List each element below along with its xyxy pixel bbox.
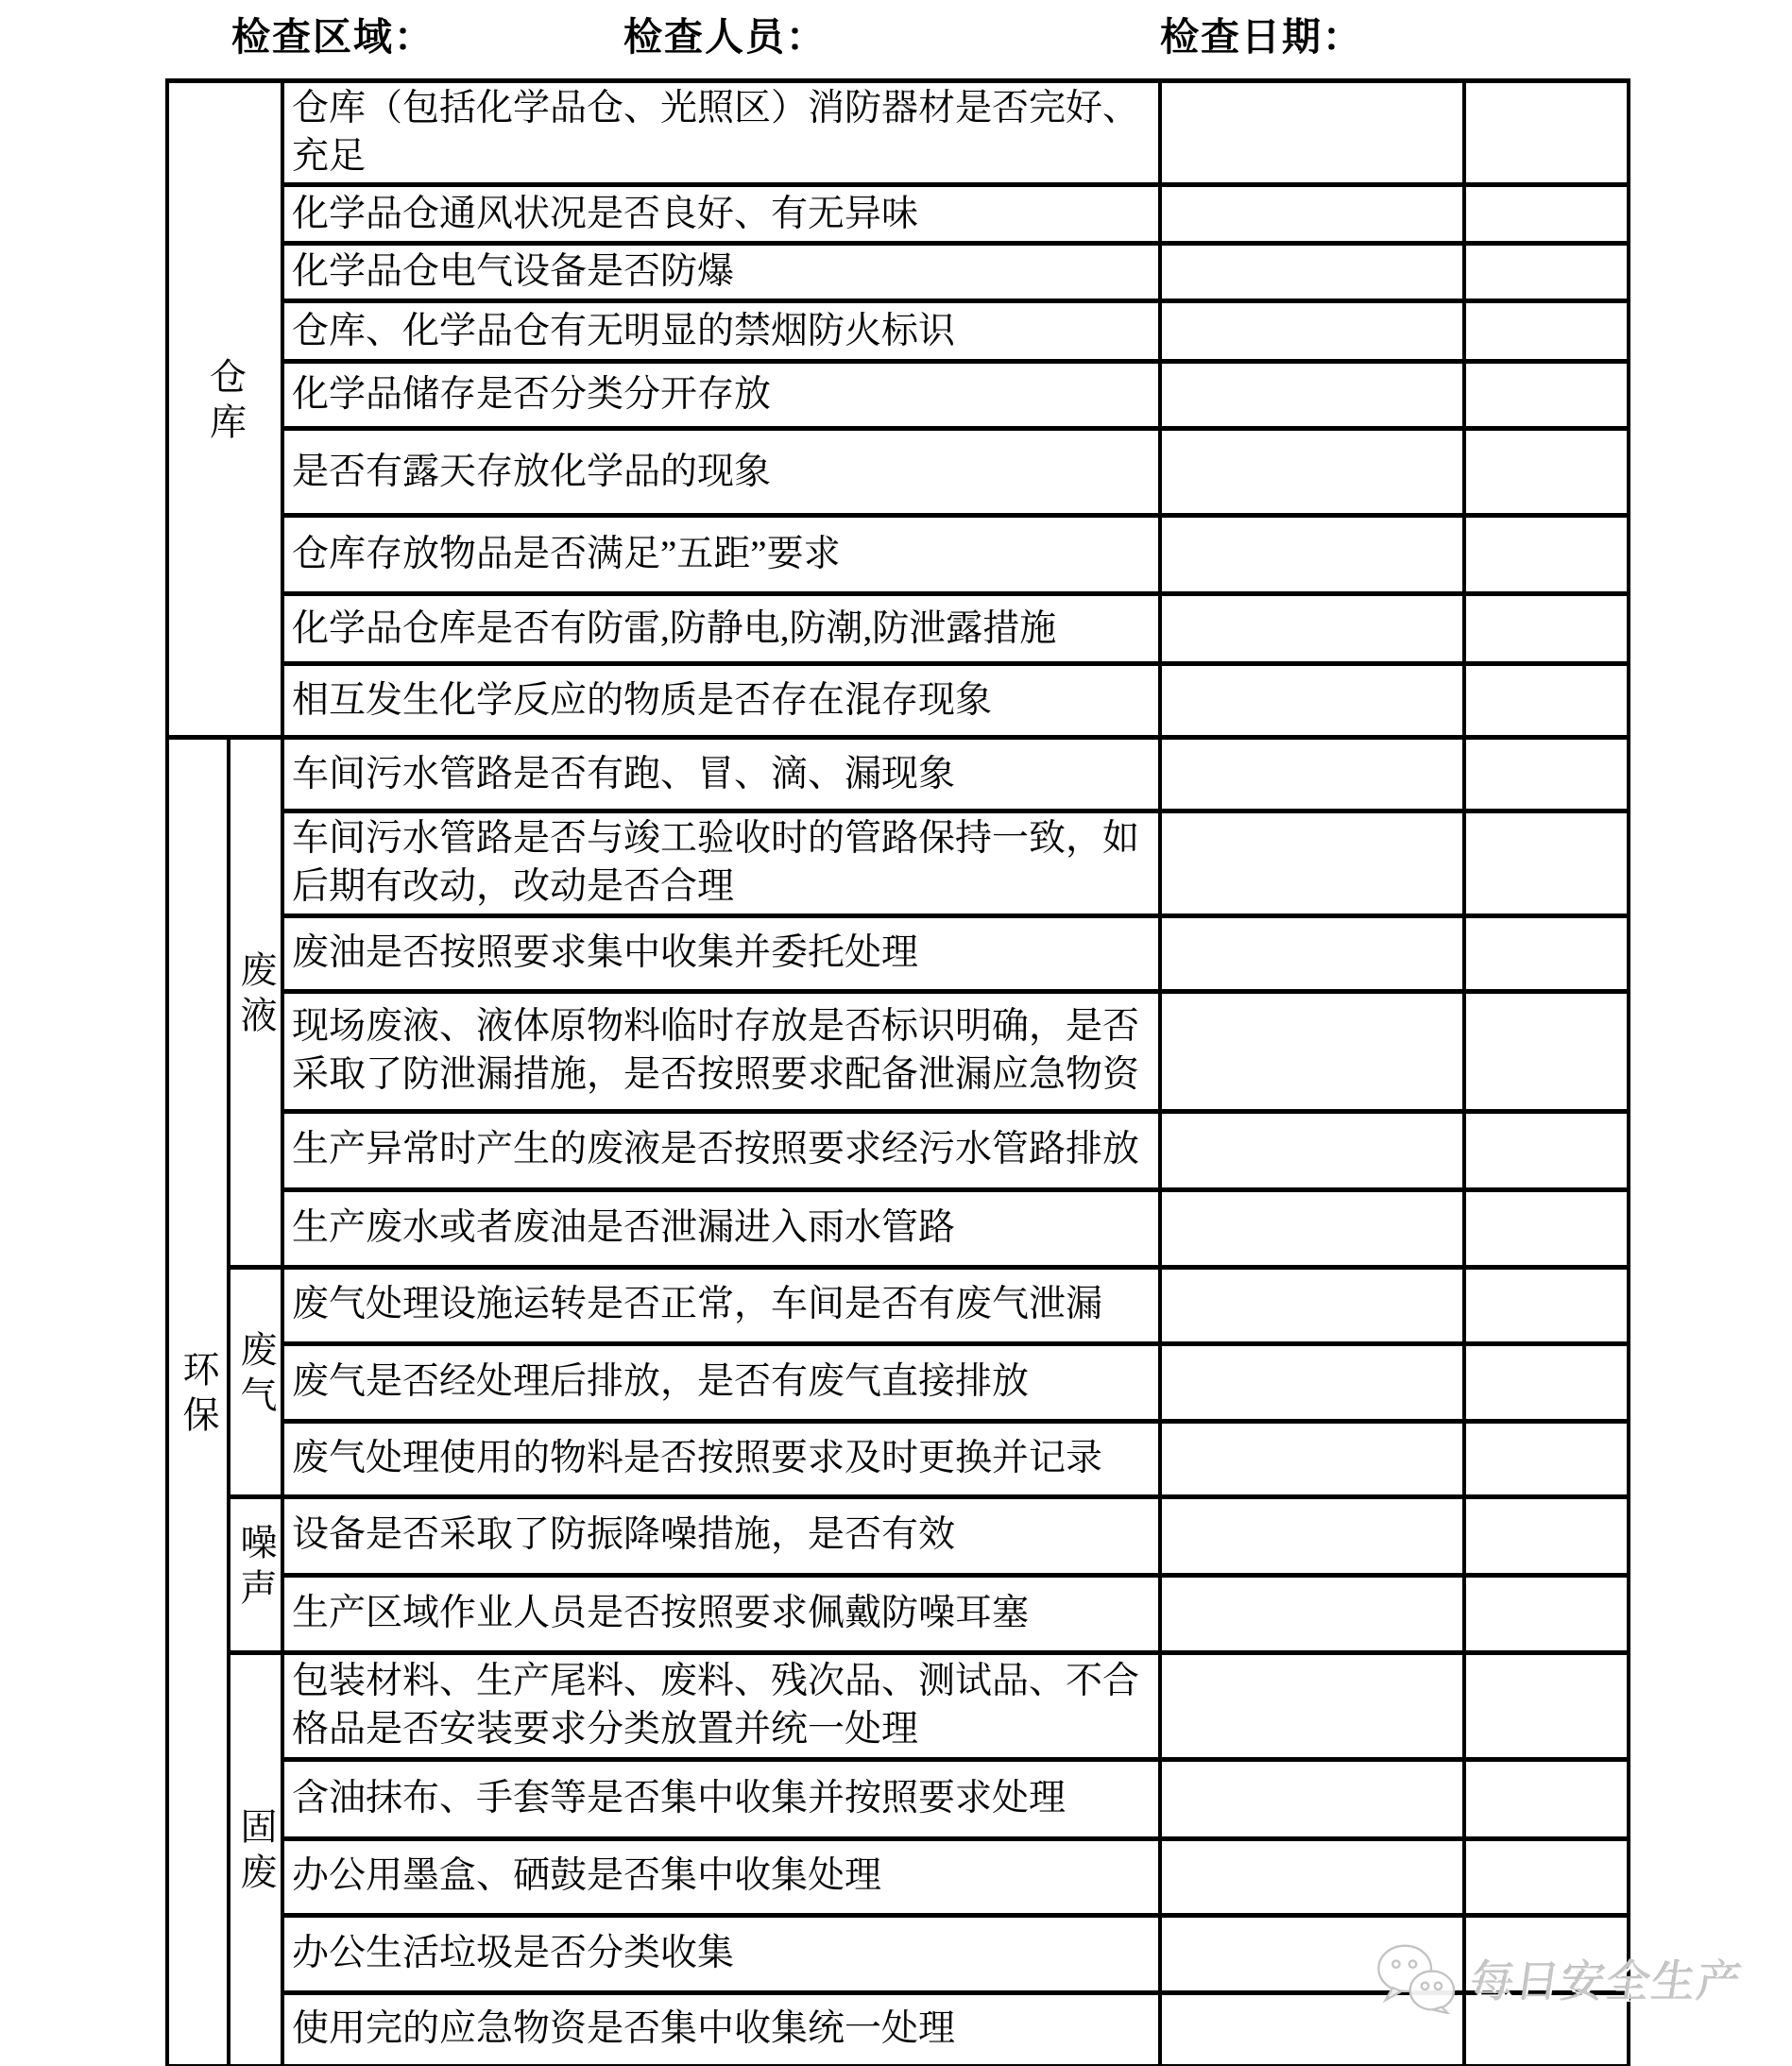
remarks-cell[interactable] (1464, 1343, 1629, 1421)
checklist-item-cell: 相互发生化学反应的物质是否存在混存现象 (282, 664, 1160, 738)
remarks-cell[interactable] (1464, 1992, 1629, 2066)
remarks-cell[interactable] (1464, 244, 1629, 301)
remarks-cell[interactable] (1464, 516, 1629, 594)
subcategory-label: 废液 (235, 950, 276, 1042)
remarks-cell[interactable] (1464, 811, 1629, 915)
check-result-cell[interactable] (1160, 1111, 1464, 1189)
checklist-item-cell: 仓库存放物品是否满足”五距”要求 (282, 516, 1160, 594)
remarks-cell[interactable] (1464, 1189, 1629, 1267)
remarks-cell[interactable] (1464, 664, 1629, 738)
inspector-label: 检查人员： (623, 15, 827, 59)
check-result-cell[interactable] (1160, 1992, 1464, 2066)
check-result-cell[interactable] (1160, 185, 1464, 244)
check-result-cell[interactable] (1160, 429, 1464, 516)
check-result-cell[interactable] (1160, 1267, 1464, 1343)
checklist-item-cell: 现场废液、液体原物料临时存放是否标识明确，是否采取了防泄漏措施，是否按照要求配备泄漏应急物资 (282, 991, 1160, 1111)
checklist-item-cell: 生产废水或者废油是否泄漏进入雨水管路 (282, 1189, 1160, 1267)
checklist-item-cell: 化学品仓电气设备是否防爆 (282, 244, 1160, 301)
check-result-cell[interactable] (1160, 1652, 1464, 1759)
checklist-item-cell: 生产异常时产生的废液是否按照要求经污水管路排放 (282, 1111, 1160, 1189)
check-result-cell[interactable] (1160, 664, 1464, 738)
check-result-cell[interactable] (1160, 516, 1464, 594)
remarks-cell[interactable] (1464, 991, 1629, 1111)
checklist-item-cell: 仓库（包括化学品仓、光照区）消防器材是否完好、充足 (282, 81, 1160, 185)
checklist-item-cell: 废气是否经处理后排放，是否有废气直接排放 (282, 1343, 1160, 1421)
checklist-item-cell: 化学品仓通风状况是否良好、有无异味 (282, 185, 1160, 244)
check-result-cell[interactable] (1160, 1838, 1464, 1915)
checklist-item-cell: 化学品仓库是否有防雷,防静电,防潮,防泄露措施 (282, 594, 1160, 664)
check-result-cell[interactable] (1160, 811, 1464, 915)
checklist-item-cell: 办公生活垃圾是否分类收集 (282, 1915, 1160, 1992)
remarks-cell[interactable] (1464, 1496, 1629, 1575)
inspection-checklist-table (165, 78, 1630, 2066)
check-result-cell[interactable] (1160, 1915, 1464, 1992)
remarks-cell[interactable] (1464, 185, 1629, 244)
remarks-cell[interactable] (1464, 915, 1629, 991)
remarks-cell[interactable] (1464, 1111, 1629, 1189)
inspection-area-label: 检查区域： (231, 15, 435, 59)
remarks-cell[interactable] (1464, 81, 1629, 185)
category-label: 环保 (178, 1350, 218, 1442)
remarks-cell[interactable] (1464, 1759, 1629, 1838)
check-result-cell[interactable] (1160, 915, 1464, 991)
category-cell-warehouse (167, 81, 282, 738)
remarks-cell[interactable] (1464, 429, 1629, 516)
check-result-cell[interactable] (1160, 991, 1464, 1111)
check-result-cell[interactable] (1160, 738, 1464, 811)
check-result-cell[interactable] (1160, 301, 1464, 362)
checklist-item-cell: 仓库、化学品仓有无明显的禁烟防火标识 (282, 301, 1160, 362)
category-cell-environment (167, 738, 229, 2066)
subcategory-label: 固废 (235, 1807, 276, 1899)
check-result-cell[interactable] (1160, 1496, 1464, 1575)
checklist-item-cell: 车间污水管路是否有跑、冒、滴、漏现象 (282, 738, 1160, 811)
checklist-item-cell: 包装材料、生产尾料、废料、残次品、测试品、不合格品是否安装要求分类放置并统一处理 (282, 1652, 1160, 1759)
checklist-item-cell: 含油抹布、手套等是否集中收集并按照要求处理 (282, 1759, 1160, 1838)
check-result-cell[interactable] (1160, 594, 1464, 664)
subcategory-cell-waste-liquid (229, 738, 282, 1267)
check-result-cell[interactable] (1160, 1343, 1464, 1421)
check-result-cell[interactable] (1160, 362, 1464, 429)
remarks-cell[interactable] (1464, 1915, 1629, 1992)
checklist-item-cell: 使用完的应急物资是否集中收集统一处理 (282, 1992, 1160, 2066)
remarks-cell[interactable] (1464, 1575, 1629, 1652)
checklist-item-cell: 废气处理使用的物料是否按照要求及时更换并记录 (282, 1421, 1160, 1496)
checklist-item-cell: 是否有露天存放化学品的现象 (282, 429, 1160, 516)
checklist-item-cell: 化学品储存是否分类分开存放 (282, 362, 1160, 429)
check-result-cell[interactable] (1160, 1421, 1464, 1496)
category-label: 仓库 (204, 357, 246, 449)
subcategory-label: 废气 (235, 1329, 276, 1421)
remarks-cell[interactable] (1464, 301, 1629, 362)
subcategory-cell-solid-waste (229, 1652, 282, 2066)
check-result-cell[interactable] (1160, 1759, 1464, 1838)
watermark-text: 每日安全生产 (1466, 1957, 1747, 2007)
remarks-cell[interactable] (1464, 362, 1629, 429)
check-result-cell[interactable] (1160, 1575, 1464, 1652)
check-result-cell[interactable] (1160, 1189, 1464, 1267)
subcategory-cell-waste-gas (229, 1267, 282, 1496)
checklist-item-cell: 设备是否采取了防振降噪措施，是否有效 (282, 1496, 1160, 1575)
remarks-cell[interactable] (1464, 1421, 1629, 1496)
subcategory-cell-noise (229, 1496, 282, 1652)
checklist-item-cell: 车间污水管路是否与竣工验收时的管路保持一致，如后期有改动，改动是否合理 (282, 811, 1160, 915)
remarks-cell[interactable] (1464, 1267, 1629, 1343)
inspection-date-label: 检查日期： (1160, 15, 1363, 59)
checklist-item-cell: 废气处理设施运转是否正常，车间是否有废气泄漏 (282, 1267, 1160, 1343)
remarks-cell[interactable] (1464, 1652, 1629, 1759)
remarks-cell[interactable] (1464, 738, 1629, 811)
remarks-cell[interactable] (1464, 594, 1629, 664)
check-result-cell[interactable] (1160, 244, 1464, 301)
checklist-item-cell: 办公用墨盒、硒鼓是否集中收集处理 (282, 1838, 1160, 1915)
checklist-item-cell: 生产区域作业人员是否按照要求佩戴防噪耳塞 (282, 1575, 1160, 1652)
checklist-item-cell: 废油是否按照要求集中收集并委托处理 (282, 915, 1160, 991)
check-result-cell[interactable] (1160, 81, 1464, 185)
subcategory-label: 噪声 (235, 1522, 276, 1614)
remarks-cell[interactable] (1464, 1838, 1629, 1915)
